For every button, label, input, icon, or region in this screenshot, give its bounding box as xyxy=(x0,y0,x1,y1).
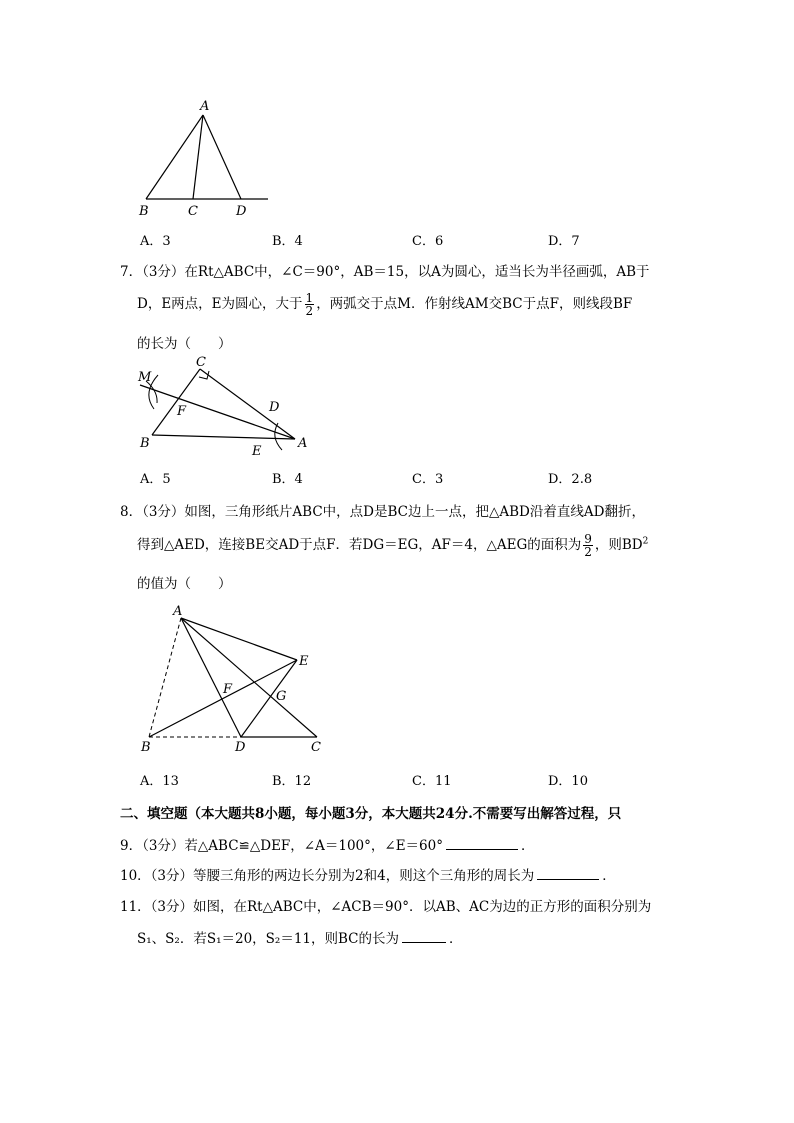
q6-option-a: A．3 xyxy=(140,234,171,249)
fig7-label-m: M xyxy=(138,370,152,385)
q7-option-d: D．2.8 xyxy=(548,472,593,487)
q9-answer-blank[interactable] xyxy=(446,837,518,850)
q10-period: ． xyxy=(602,868,616,884)
q8-option-a: A．13 xyxy=(140,774,179,789)
q10-text: 10．（3分）等腰三角形的两边长分别为2和4，则这个三角形的周长为 xyxy=(120,868,535,884)
q11-line1: 11．（3分）如图，在Rt△ABC中，∠ACB＝90°．以AB、AC为边的正方形的面积分别为 xyxy=(120,899,652,915)
q9-text: 9．（3分）若△ABC≌△DEF，∠A＝100°，∠E＝60° xyxy=(120,838,443,854)
q10-answer-blank[interactable] xyxy=(537,867,599,880)
fig8-label-g: G xyxy=(276,689,287,704)
q6-option-d: D．7 xyxy=(548,234,580,249)
fig8-label-a: A xyxy=(173,604,183,619)
q7-line2-start: D，E两点，E为圆心，大于 xyxy=(137,296,303,312)
q11-answer-blank[interactable] xyxy=(402,930,446,943)
figure-q7-construction xyxy=(132,355,317,460)
q8-superscript: 2 xyxy=(642,536,649,547)
q9-line xyxy=(120,834,534,854)
q8-fraction xyxy=(583,533,593,558)
figure-q8-fold xyxy=(135,600,335,760)
q6-option-c: C．6 xyxy=(412,234,444,249)
fig7-label-d: D xyxy=(269,400,280,415)
q7-fraction xyxy=(305,292,315,317)
fig7-label-c: C xyxy=(196,355,206,370)
q7-line1: 7．（3分）在Rt△ABC中，∠C＝90°，AB＝15，以A为圆心，适当长为半径画弧，AB于 xyxy=(120,264,650,280)
q6-option-b: B．4 xyxy=(272,234,303,249)
q8-frac-den: 2 xyxy=(584,545,592,559)
q10-line xyxy=(120,864,616,884)
q8-line2-start: 得到△AED，连接BE交AD于点F．若DG＝EG，AF＝4，△AEG的面积为 xyxy=(137,537,582,553)
q8-option-c: C．11 xyxy=(412,774,452,789)
fig8-label-f: F xyxy=(223,682,233,697)
fig7-label-a: A xyxy=(298,436,308,451)
q8-frac-num: 9 xyxy=(584,532,592,546)
q7-option-b: B．4 xyxy=(272,472,303,487)
fig6-label-d: D xyxy=(236,204,247,219)
q7-frac-num: 1 xyxy=(305,291,314,305)
fig8-label-e: E xyxy=(299,654,309,669)
q7-line3: 的长为（ ） xyxy=(137,336,232,352)
figure-q6-triangle xyxy=(130,95,280,220)
fig8-label-d: D xyxy=(235,740,246,755)
q7-option-c: C．3 xyxy=(412,472,444,487)
q11-text: S₁、S₂．若S₁＝20，S₂＝11，则BC的长为 xyxy=(137,931,399,947)
section2-heading: 二、填空题（本大题共8小题，每小题3分，本大题共24分.不需要写出解答过程，只 xyxy=(120,806,622,822)
fig7-label-f: F xyxy=(177,404,187,419)
fig7-label-b: B xyxy=(140,436,150,451)
q7-frac-den: 2 xyxy=(305,304,314,318)
fig7-label-e: E xyxy=(252,444,262,459)
q11-line2 xyxy=(137,927,463,947)
q7-line2 xyxy=(137,292,632,317)
q8-line2 xyxy=(137,533,648,558)
q8-line2-end: ，则BD xyxy=(594,537,643,553)
q7-line2-end: ，两弧交于点M．作射线AM交BC于点F，则线段BF xyxy=(316,296,633,312)
q8-line1: 8．（3分）如图，三角形纸片ABC中，点D是BC边上一点，把△ABD沿着直线AD翻折， xyxy=(120,504,645,520)
fig8-label-b: B xyxy=(141,740,151,755)
q7-option-a: A．5 xyxy=(140,472,171,487)
q11-period: ． xyxy=(449,931,463,947)
q8-option-d: D．10 xyxy=(548,774,588,789)
fig6-label-c: C xyxy=(188,204,198,219)
fig6-label-a: A xyxy=(200,99,210,114)
q8-option-b: B．12 xyxy=(272,774,312,789)
fig6-label-b: B xyxy=(139,204,149,219)
q9-period: ． xyxy=(520,838,535,854)
q8-line3: 的值为（ ） xyxy=(137,576,232,592)
fig8-label-c: C xyxy=(311,740,321,755)
